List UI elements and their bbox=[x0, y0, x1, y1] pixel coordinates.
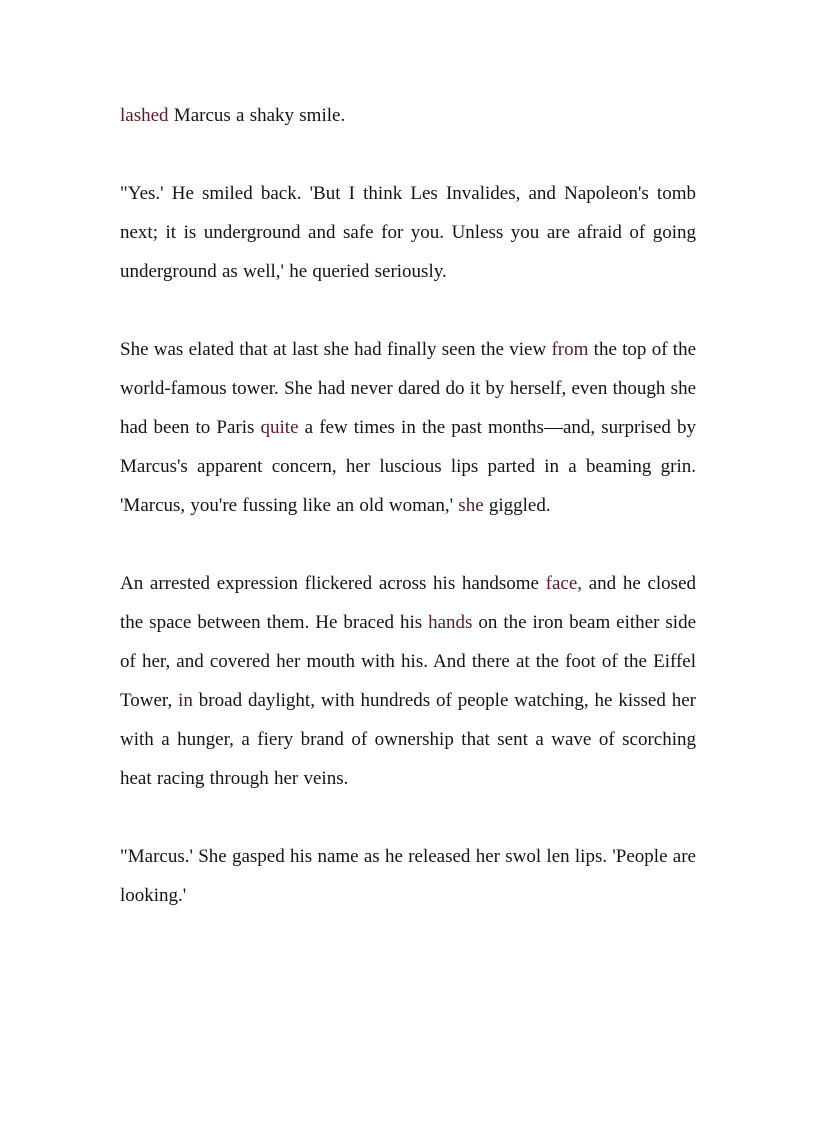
text-segment: from bbox=[551, 339, 589, 360]
text-segment: "Marcus.' She gasped his name as he released her swol len lips. 'People are looking.' bbox=[120, 846, 696, 906]
text-segment: face, bbox=[545, 573, 583, 594]
text-segment: An arrested expression flickered across his handsome bbox=[120, 573, 546, 594]
document-page bbox=[120, 96, 696, 954]
paragraph-1 bbox=[120, 96, 696, 135]
text-segment: the top of the world-famous tower. She had never dared do it by herself, even though she had been to Paris bbox=[120, 339, 697, 438]
paragraph-3 bbox=[120, 330, 696, 525]
text-segment: broad daylight, with hundreds of people watching, he kissed her with a hunger, a fiery brand of ownership that sent a wave of scorching heat racing through her veins. bbox=[120, 690, 697, 789]
text-segment: in bbox=[178, 690, 193, 711]
text-segment: and he closed the space between them. He braced his bbox=[120, 573, 697, 633]
text-segment: Marcus a shaky smile. bbox=[168, 105, 346, 126]
text-segment: giggled. bbox=[483, 495, 551, 516]
text-segment: quite bbox=[260, 417, 299, 438]
paragraph-2 bbox=[120, 174, 696, 291]
paragraph-4 bbox=[120, 564, 696, 798]
text-segment: "Yes.' He smiled back. 'But I think Les Invalides, and Napoleon's tomb next; it is underground and safe for you. Unless you are afraid of going underground as well,' he queried seriously. bbox=[120, 183, 696, 282]
text-segment: she bbox=[458, 495, 484, 516]
text-segment: hands bbox=[428, 612, 473, 633]
text-segment: lashed bbox=[120, 105, 169, 126]
text-segment: a few times in the past months—and, surprised by Marcus's apparent concern, her luscious lips parted in a beaming grin. 'Marcus, you're fussing like an old woman,' bbox=[120, 417, 697, 516]
paragraph-5 bbox=[120, 837, 696, 915]
text-segment: She was elated that at last she had finally seen the view bbox=[120, 339, 552, 360]
text-segment: on the iron beam either side of her, and covered her mouth with his. And there at the foot of the Eiffel Tower, bbox=[120, 612, 696, 711]
